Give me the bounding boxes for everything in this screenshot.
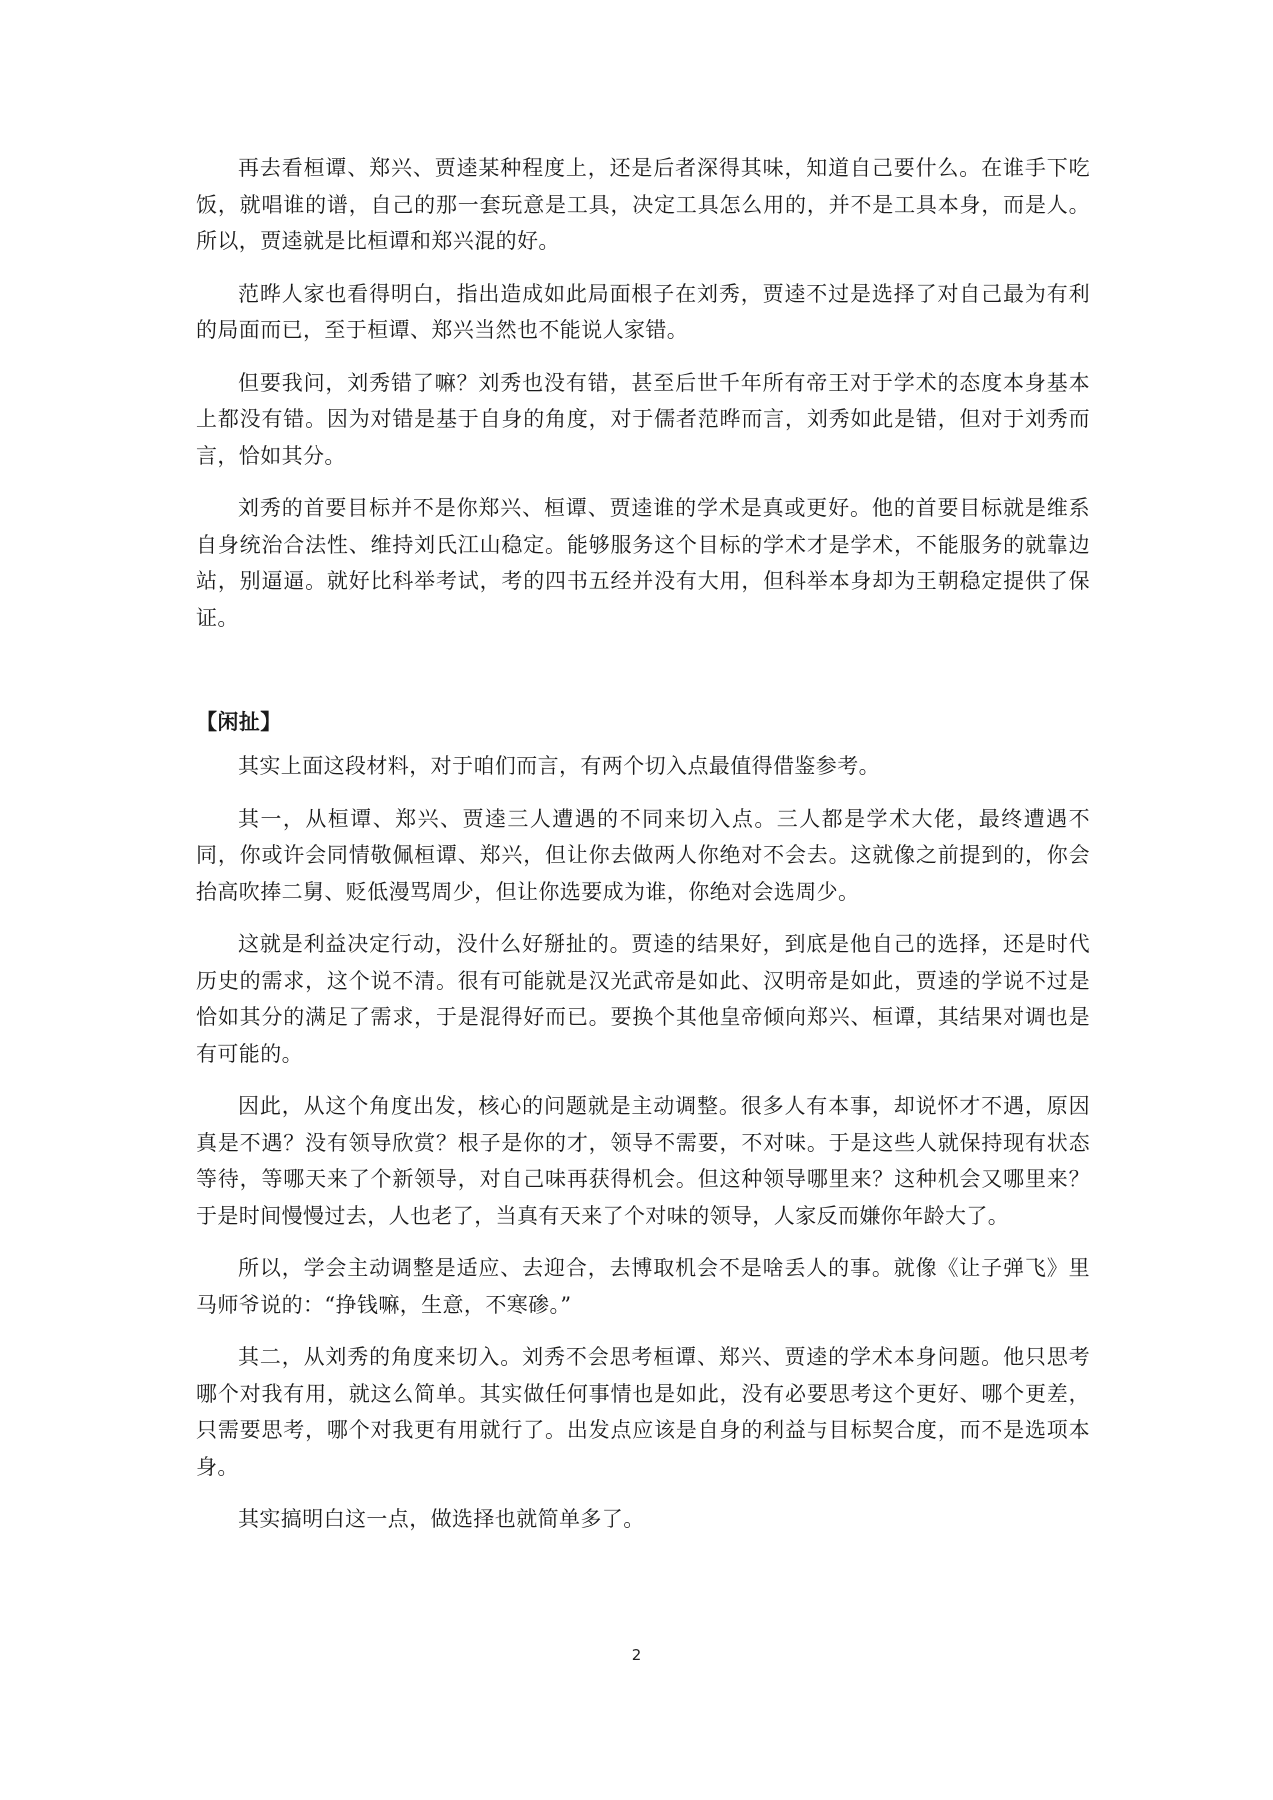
page-body xyxy=(196,150,1090,1554)
paragraph: 其实上面这段材料，对于咱们而言，有两个切入点最值得借鉴参考。 xyxy=(238,754,880,778)
page-number: 2 xyxy=(631,1646,642,1664)
paragraph: 再去看桓谭、郑兴、贾逵某种程度上，还是后者深得其味，知道自己要什么。在谁手下吃饭，就唱谁的谱，自己的那一套玩意是工具，决定工具怎么用的，并不是工具本身，而是人。所以，贾逵就是比桓谭和郑兴混的好。 xyxy=(196,156,1090,253)
paragraph: 其实搞明白这一点，做选择也就简单多了。 xyxy=(238,1507,645,1531)
paragraph: 范晔人家也看得明白，指出造成如此局面根子在刘秀，贾逵不过是选择了对自己最为有利的局面而已，至于桓谭、郑兴当然也不能说人家错。 xyxy=(196,281,1090,342)
paragraph: 因此，从这个角度出发，核心的问题就是主动调整。很多人有本事，却说怀才不遇，原因真是不遇？没有领导欣赏？根子是你的才，领导不需要，不对味。于是这些人就保持现有状态等待，等哪天来了个新领导，对自己味再获得机会。但这种领导哪里来？这种机会又哪里来？于是时间慢慢过去，人也老了，当真有天来了个对味的领导，人家反而嫌你年龄大了。 xyxy=(196,1094,1090,1228)
paragraph: 其二，从刘秀的角度来切入。刘秀不会思考桓谭、郑兴、贾逵的学术本身问题。他只思考哪个对我有用，就这么简单。其实做任何事情也是如此，没有必要思考这个更好、哪个更差，只需要思考，哪个对我更有用就行了。出发点应该是自身的利益与目标契合度，而不是选项本身。 xyxy=(196,1345,1090,1479)
section-heading: 【闲扯】 xyxy=(196,710,282,734)
paragraph: 但要我问，刘秀错了嘛？刘秀也没有错，甚至后世千年所有帝王对于学术的态度本身基本上都没有错。因为对错是基于自身的角度，对于儒者范晔而言，刘秀如此是错，但对于刘秀而言，恰如其分。 xyxy=(196,370,1090,468)
paragraph: 刘秀的首要目标并不是你郑兴、桓谭、贾逵谁的学术是真或更好。他的首要目标就是维系自身统治合法性、维持刘氏江山稳定。能够服务这个目标的学术才是学术，不能服务的就靠边站，别逼逼。就好比科举考试，考的四书五经并没有大用，但科举本身却为王朝稳定提供了保证。 xyxy=(196,496,1090,630)
paragraph: 其一，从桓谭、郑兴、贾逵三人遭遇的不同来切入点。三人都是学术大佬，最终遭遇不同，你或许会同情敬佩桓谭、郑兴，但让你去做两人你绝对不会去。这就像之前提到的，你会抬高吹捧二舅、贬低漫骂周少，但让你选要成为谁，你绝对会选周少。 xyxy=(196,806,1090,904)
paragraph: 这就是利益决定行动，没什么好掰扯的。贾逵的结果好，到底是他自己的选择，还是时代历史的需求，这个说不清。很有可能就是汉光武帝是如此、汉明帝是如此，贾逵的学说不过是恰如其分的满足了需求，于是混得好而已。要换个其他皇帝倾向郑兴、桓谭，其结果对调也是有可能的。 xyxy=(196,932,1090,1066)
paragraph: 所以，学会主动调整是适应、去迎合，去博取机会不是啥丢人的事。就像《让子弹飞》里马师爷说的：“挣钱嘛，生意，不寒碜。” xyxy=(196,1256,1090,1317)
